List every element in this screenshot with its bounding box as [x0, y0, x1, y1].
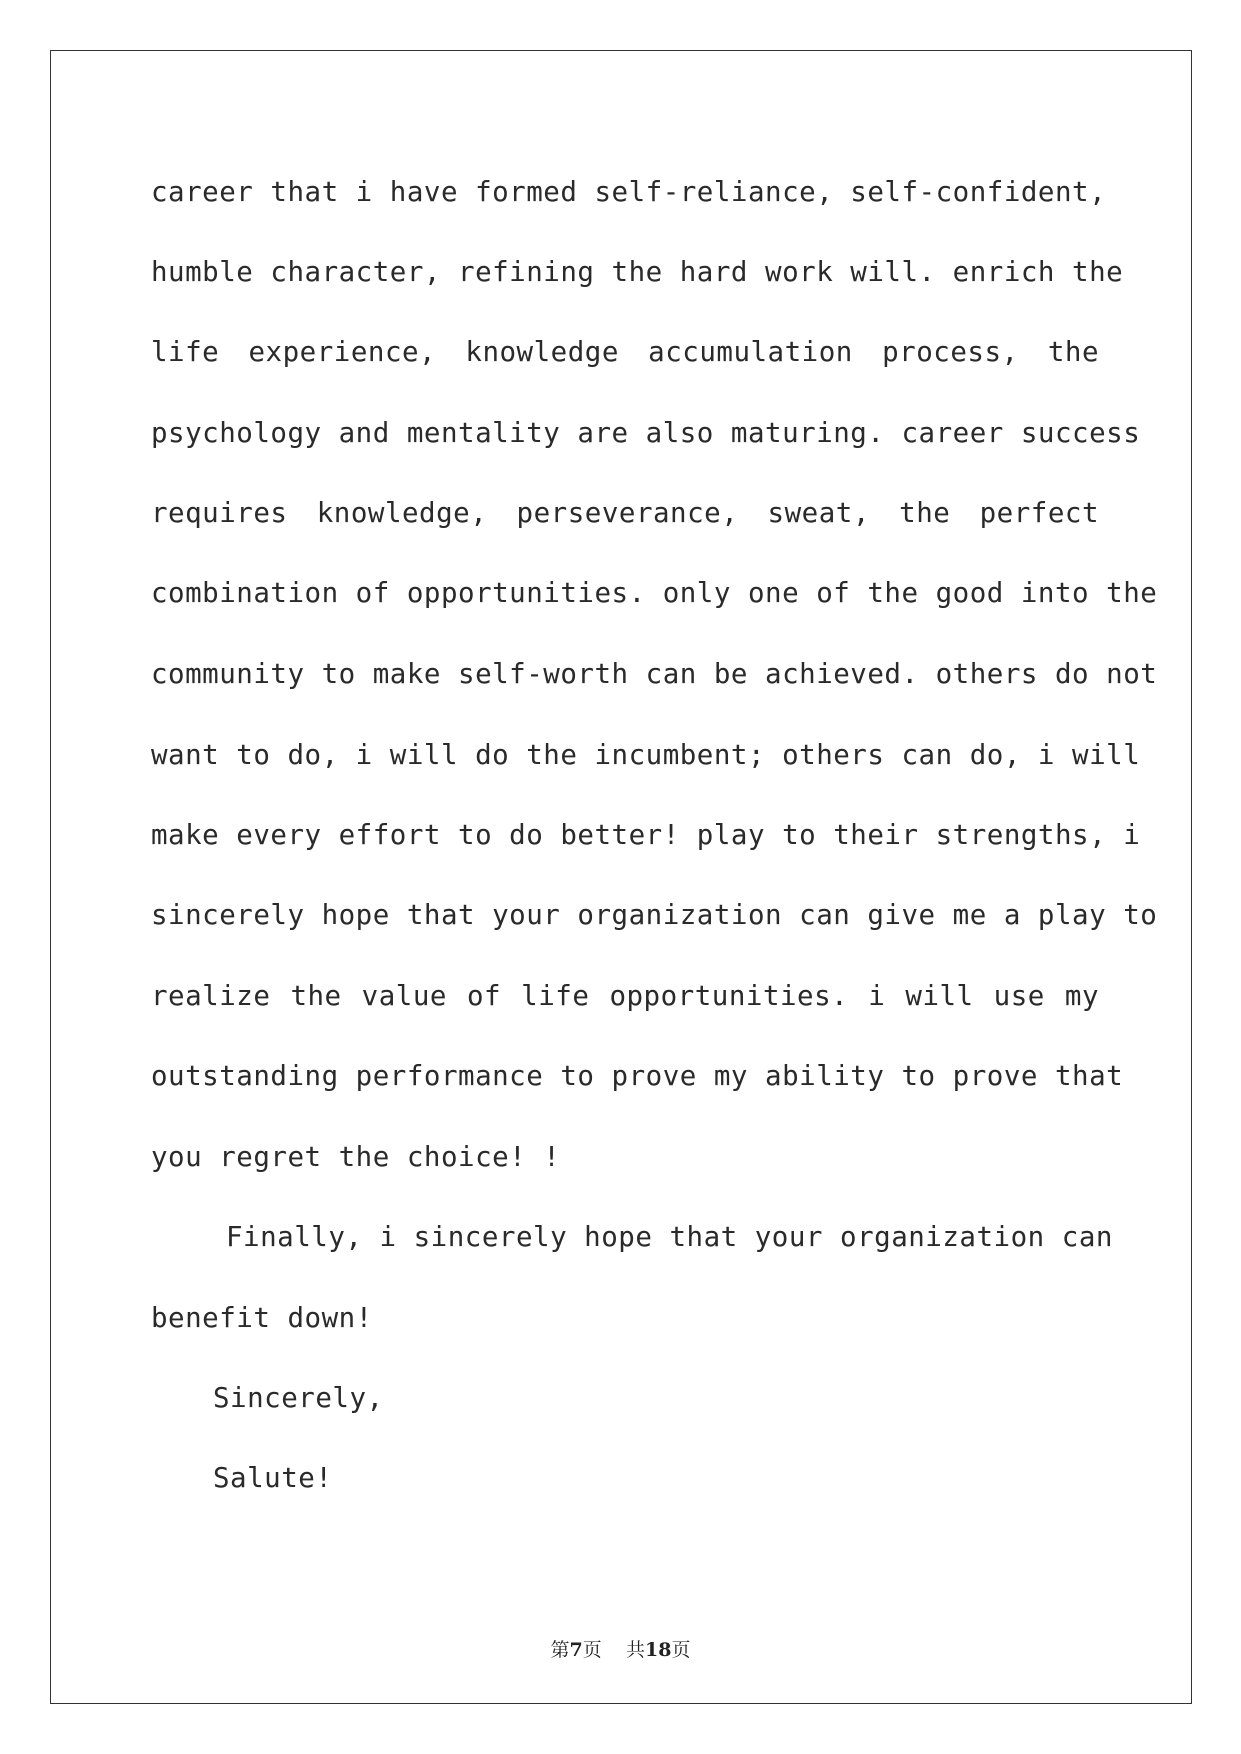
- footer-prefix: 第: [550, 1639, 570, 1661]
- closing-line: Finally, i sincerely hope that your organization can: [226, 1221, 1113, 1253]
- total-pages: 18: [644, 1639, 672, 1661]
- body-line: outstanding performance to prove my ability to prove that: [151, 1060, 1124, 1092]
- body-line: requires knowledge, perseverance, sweat, the perfect: [151, 497, 1099, 529]
- body-line: make every effort to do better! play to their strengths, i: [151, 819, 1141, 851]
- footer-total-prefix: 共: [625, 1639, 645, 1661]
- body-line: life experience, knowledge accumulation process, the: [151, 336, 1099, 368]
- footer-total-suffix: 页: [671, 1639, 691, 1661]
- body-line: community to make self-worth can be achieved. others do not: [151, 658, 1158, 690]
- sincerely-line: Sincerely,: [213, 1382, 384, 1414]
- salute-line: Salute!: [213, 1462, 333, 1494]
- body-line: humble character, refining the hard work will. enrich the: [151, 256, 1124, 288]
- footer-page-suffix: 页: [582, 1639, 602, 1661]
- page-footer: [0, 1636, 1241, 1664]
- closing-line: benefit down!: [151, 1302, 373, 1334]
- body-line: combination of opportunities. only one of the good into the: [151, 577, 1158, 609]
- body-line: career that i have formed self-reliance, self-confident,: [151, 176, 1107, 208]
- page-number: 7: [569, 1639, 583, 1661]
- page-border: [50, 50, 1192, 1704]
- body-line: realize the value of life opportunities. i will use my: [151, 980, 1099, 1012]
- body-line: sincerely hope that your organization can give me a play to: [151, 899, 1158, 931]
- body-line: you regret the choice! !: [151, 1141, 561, 1173]
- body-line: psychology and mentality are also maturing. career success: [151, 417, 1141, 449]
- body-line: want to do, i will do the incumbent; others can do, i will: [151, 739, 1141, 771]
